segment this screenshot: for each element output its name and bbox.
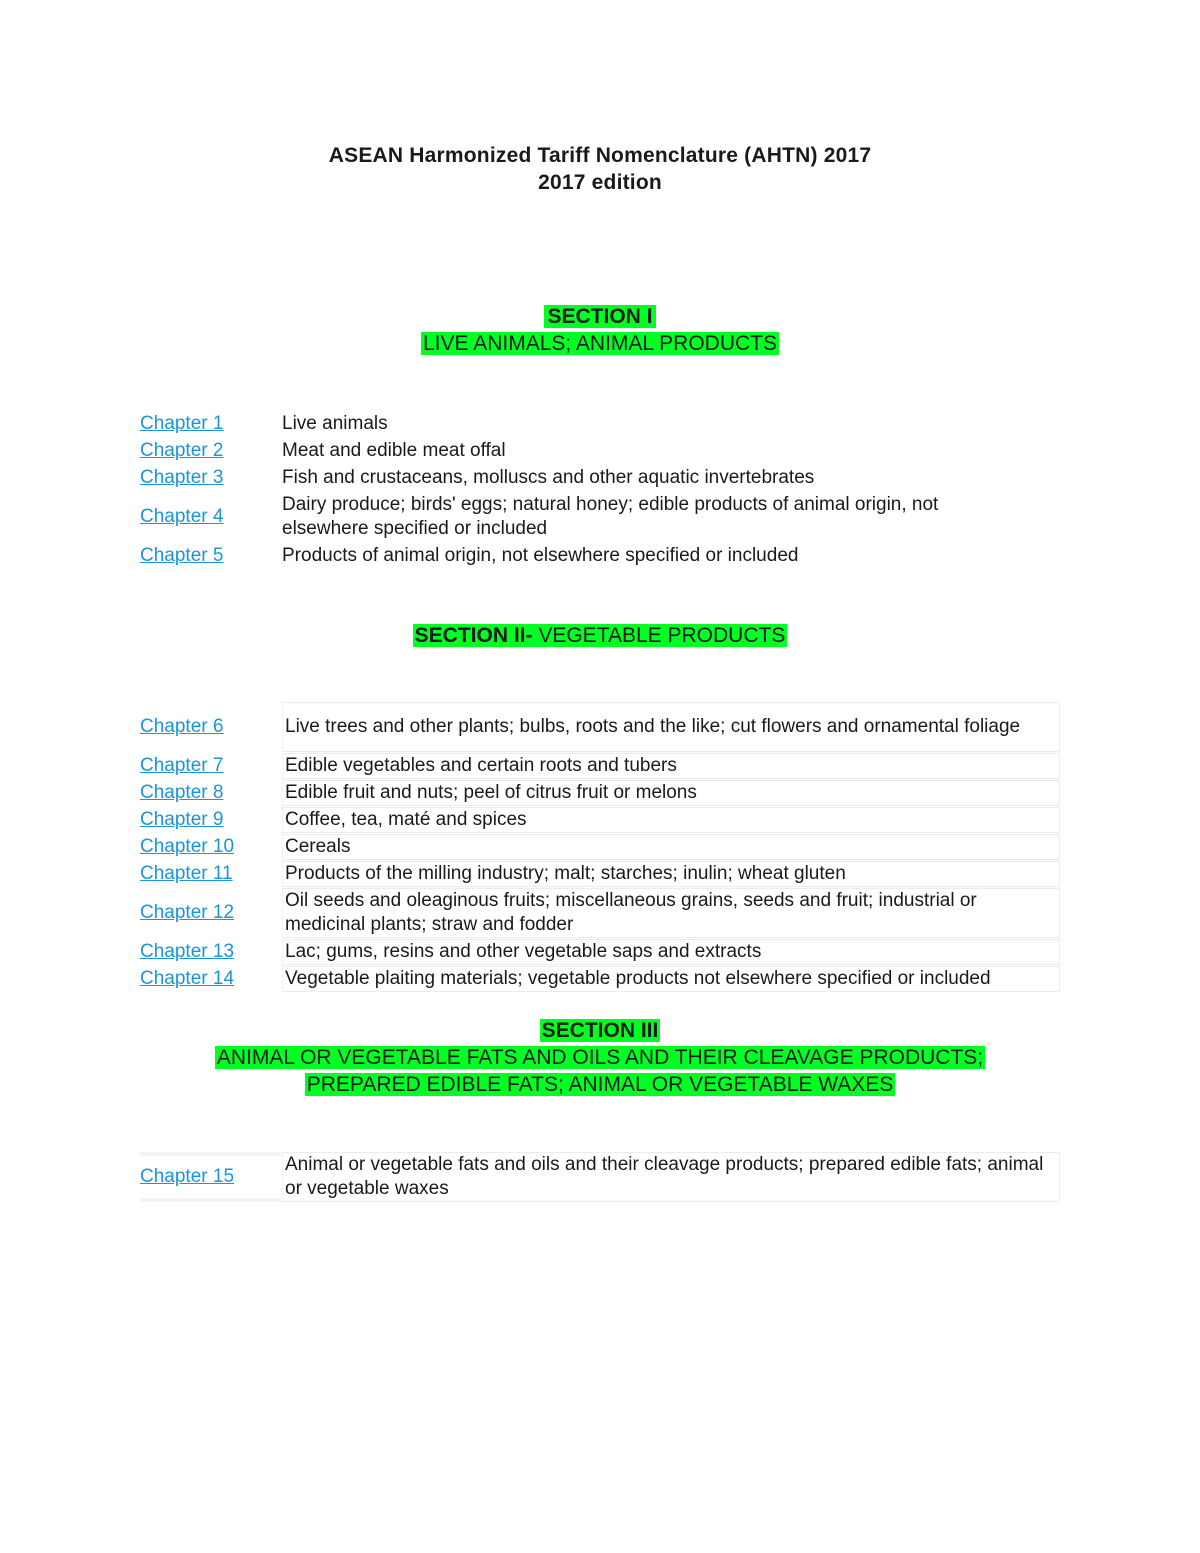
section-1-heading: SECTION I (544, 305, 655, 328)
section-2-heading-highlight (413, 624, 788, 647)
chapter-3-description: Fish and crustaceans, molluscs and other aquatic invertebrates (282, 466, 815, 488)
chapter-5-link[interactable]: Chapter 5 (140, 544, 224, 566)
document-title (0, 142, 1200, 196)
chapter-8-link[interactable]: Chapter 8 (140, 782, 224, 803)
chapter-4-description: Dairy produce; birds' eggs; natural honey; edible products of animal origin, not elsewhere specified or included (282, 493, 939, 539)
list-item (140, 542, 1060, 569)
chapter-1-description: Live animals (282, 413, 388, 434)
section-3-chapter-list (140, 1152, 1060, 1203)
chapter-14-link[interactable]: Chapter 14 (140, 968, 235, 989)
chapter-15-link[interactable]: Chapter 15 (140, 1152, 282, 1202)
chapter-15-description: Animal or vegetable fats and oils and their cleavage products; prepared edible fats; animal or vegetable waxes (282, 1152, 1060, 1202)
list-item (140, 939, 1060, 965)
chapter-10-link[interactable]: Chapter 10 (140, 836, 235, 857)
list-item (140, 1152, 1060, 1202)
list-item (140, 888, 1060, 938)
chapter-2-link[interactable]: Chapter 2 (140, 439, 224, 461)
chapter-11-link[interactable]: Chapter 11 (140, 863, 233, 884)
chapter-4-link[interactable]: Chapter 4 (140, 505, 224, 527)
chapter-7-link[interactable]: Chapter 7 (140, 755, 224, 776)
chapter-6-description: Live trees and other plants; bulbs, roots and the like; cut flowers and ornamental foliage (282, 702, 1060, 752)
section-3-heading: SECTION III (541, 1019, 659, 1042)
section-3-subheading-line-2: PREPARED EDIBLE FATS; ANIMAL OR VEGETABLE WAXES (306, 1073, 894, 1096)
chapter-1-link[interactable]: Chapter 1 (140, 413, 224, 434)
list-item (140, 780, 1060, 806)
section-1-subheading: LIVE ANIMALS; ANIMAL PRODUCTS (423, 332, 777, 355)
list-item (140, 702, 1060, 752)
list-item (140, 411, 1060, 437)
section-2-header (0, 622, 1200, 649)
chapter-10-description: Cereals (282, 834, 1060, 860)
list-item (140, 861, 1060, 887)
list-item (140, 437, 1060, 464)
chapter-14-description: Vegetable plaiting materials; vegetable products not elsewhere specified or included (282, 966, 1060, 992)
list-item (140, 464, 1060, 491)
document-title-line-2: 2017 edition (538, 171, 662, 194)
chapter-13-description: Lac; gums, resins and other vegetable saps and extracts (282, 939, 1060, 965)
list-item (140, 753, 1060, 779)
list-item (140, 491, 1060, 542)
chapter-13-link[interactable]: Chapter 13 (140, 941, 235, 962)
chapter-3-link[interactable]: Chapter 3 (140, 466, 224, 488)
section-2-subheading: VEGETABLE PRODUCTS (532, 624, 786, 647)
chapter-11-description: Products of the milling industry; malt; starches; inulin; wheat gluten (282, 861, 1060, 887)
chapter-9-link[interactable]: Chapter 9 (140, 809, 224, 830)
chapter-12-description: Oil seeds and oleaginous fruits; miscellaneous grains, seeds and fruit; industrial or medicinal plants; straw and fodder (282, 888, 1060, 938)
section-3-subheading-line-1: ANIMAL OR VEGETABLE FATS AND OILS AND THEIR CLEAVAGE PRODUCTS; (216, 1046, 984, 1069)
list-item (140, 834, 1060, 860)
document-title-line-1: ASEAN Harmonized Tariff Nomenclature (AHTN) 2017 (328, 144, 872, 167)
chapter-2-description: Meat and edible meat offal (282, 439, 506, 461)
list-item (140, 966, 1060, 992)
chapter-9-description: Coffee, tea, maté and spices (282, 807, 1060, 833)
section-1-header (0, 303, 1200, 357)
chapter-8-description: Edible fruit and nuts; peel of citrus fruit or melons (282, 780, 1060, 806)
list-item (140, 807, 1060, 833)
chapter-5-description: Products of animal origin, not elsewhere specified or included (282, 544, 799, 566)
section-3-header (0, 1017, 1200, 1098)
chapter-7-description: Edible vegetables and certain roots and tubers (282, 753, 1060, 779)
section-2-heading: SECTION II- (414, 624, 533, 647)
chapter-12-link[interactable]: Chapter 12 (140, 902, 235, 923)
chapter-6-link[interactable]: Chapter 6 (140, 716, 224, 737)
section-2-chapter-list (140, 702, 1060, 993)
section-1-chapter-list (140, 411, 1060, 569)
